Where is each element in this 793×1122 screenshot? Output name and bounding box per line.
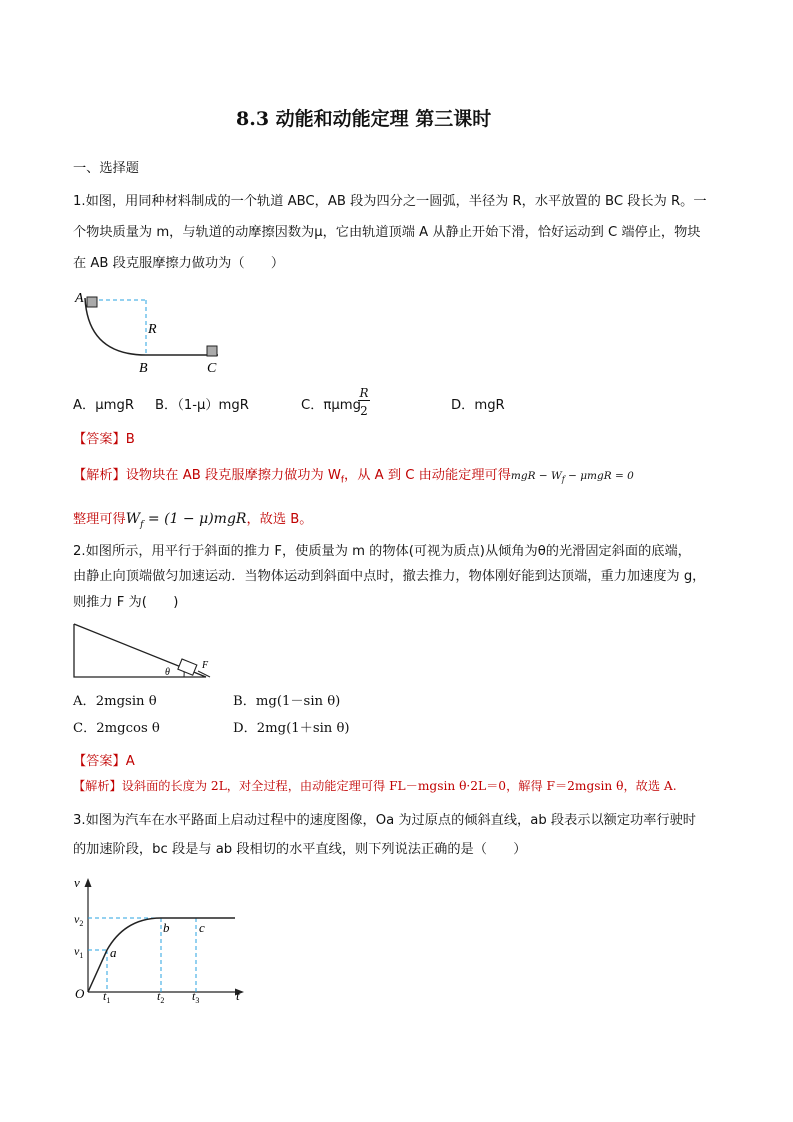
q1-line-1: 1.如图，用同种材料制成的一个轨道 ABC，AB 段为四分之一圆弧，半径为 R，水平放置的 BC 段长为 R。一 [73, 194, 707, 209]
q1-formula-sub: f [561, 475, 565, 485]
q1-result-formula [125, 511, 247, 530]
q3-velocity-graph [70, 870, 255, 1006]
q2-line-3: 则推力 F 为( ) [73, 595, 179, 610]
q2-option-b: B．mg(1－sin θ) [233, 694, 341, 709]
q1-option-c: C．πμmg [301, 398, 361, 413]
q3-label-o: O [75, 986, 85, 1001]
q1-formula-part1: mgR − W [510, 470, 562, 482]
q2-answer: 【答案】A [73, 754, 135, 769]
q1-formula [510, 470, 634, 485]
q1-analysis-sub: f [340, 475, 345, 486]
q3-label-t2: $t_2$ [157, 989, 165, 1005]
q1-result-pre: 整理可得 [73, 512, 126, 527]
q1-block-c [207, 346, 217, 356]
q1-block-a [87, 297, 97, 307]
q1-option-d: D．mgR [451, 398, 505, 413]
q3-label-t3: $t_3$ [192, 989, 200, 1005]
q2-option-d: D．2mg(1＋sin θ) [233, 721, 350, 736]
q1-track-figure [70, 284, 230, 378]
page-title: 8.3 动能和动能定理 第三课时 [236, 108, 492, 130]
q1-option-a: A．μmgR [73, 398, 134, 413]
q2-line-2: 由静止向顶端做匀加速运动．当物体运动到斜面中点时，撤去推力，物体刚好能到达顶端，重力加速度为 g， [73, 569, 706, 584]
q1-label-a: A [75, 291, 84, 306]
q1-result-rhs: = (1 − μ)mgR [143, 511, 247, 527]
q1-answer: 【答案】B [73, 432, 135, 447]
q1-result-post: ，故选 B。 [246, 512, 313, 527]
q1-result-sub: f [140, 519, 144, 530]
q3-label-t1: $t_1$ [103, 989, 111, 1005]
q1-label-c: C [207, 361, 217, 376]
q1-analysis-label: 【解析】 [73, 468, 126, 483]
q3-v-axis-arrow [85, 878, 92, 887]
q2-line-1: 2.如图所示，用平行于斜面的推力 F，使质量为 m 的物体(可视为质点)从倾角为θ的光滑固定斜面的底端， [73, 544, 691, 559]
q3-label-b: b [163, 920, 170, 935]
q1-option-c-denominator: 2 [360, 404, 368, 418]
q2-label-f: F [202, 660, 209, 671]
q2-label-theta: θ [165, 667, 170, 678]
q1-line-3: 在 AB 段克服摩擦力做功为（ ） [73, 256, 285, 271]
q2-option-a: A．2mgsin θ [73, 694, 157, 709]
q1-label-r: R [148, 322, 157, 337]
q1-analysis-text: 设物块在 AB 段克服摩擦力做功为 W [125, 468, 341, 483]
q3-label-a: a [110, 945, 117, 960]
q1-result [73, 509, 312, 535]
q3-label-c: c [199, 920, 205, 935]
q1-formula-part2: − μmgR = 0 [564, 470, 634, 482]
q2-option-c: C．2mgcos θ [73, 721, 160, 736]
q3-label-v2: $v_2$ [74, 912, 84, 928]
q1-line-2: 个物块质量为 m，与轨道的动摩擦因数为μ，它由轨道顶端 A 从静止开始下滑，恰好运动到 C 端停止，物块 [73, 225, 701, 240]
q3-label-t: t [236, 988, 240, 1003]
q3-label-v1: $v_1$ [74, 944, 84, 960]
q2-block [178, 659, 197, 675]
q3-label-v: v [74, 875, 80, 890]
q1-analysis [73, 466, 634, 491]
section-heading: 一、选择题 [73, 161, 139, 176]
q1-option-b: B．（1-μ）mgR [155, 398, 249, 413]
q3-line-2: 的加速阶段，bc 段是与 ab 段相切的水平直线，则下列说法正确的是（ ） [73, 842, 527, 857]
q1-result-w: W [125, 511, 141, 527]
q1-option-c-numerator: R [359, 386, 369, 400]
q2-incline-figure [70, 618, 220, 684]
q1-label-b: B [139, 361, 148, 376]
q1-analysis-text-2: ，从 A 到 C 由动能定理可得 [344, 468, 511, 483]
q2-analysis: 【解析】设斜面的长度为 2L，对全过程，由动能定理可得 FL－mgsin θ·2L＝0，解得 F＝2mgsin θ，故选 A. [73, 779, 677, 793]
q3-line-1: 3.如图为汽车在水平路面上启动过程中的速度图像，Oa 为过原点的倾斜直线，ab 段表示以额定功率行驶时 [73, 813, 696, 828]
